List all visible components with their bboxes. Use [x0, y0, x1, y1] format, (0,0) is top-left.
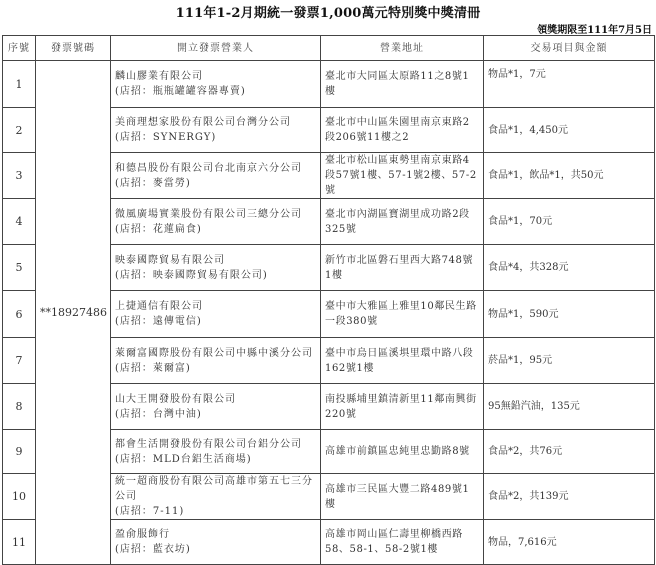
- merchant-sign: (店招：台灣中油): [115, 408, 202, 420]
- merchant-cell: [111, 245, 321, 291]
- address-cell: [321, 61, 484, 108]
- address-text: 新竹市北區磐石里西大路748號1樓: [325, 254, 474, 281]
- table-header-row: [3, 36, 655, 61]
- address-text: 高雄市前鎮區忠純里忠勤路8號: [325, 446, 470, 457]
- row-seq: 4: [3, 199, 36, 245]
- header-items: 交易項目與金額: [484, 36, 655, 61]
- address-cell: [321, 291, 484, 338]
- address-cell: [321, 520, 484, 565]
- merchant-cell: [111, 338, 321, 384]
- items-cell: 食品*1，70元: [484, 199, 655, 245]
- merchant-sign: (店招：映泰國際貿易有限公司): [115, 269, 268, 281]
- merchant-name: 統一超商股份有限公司高雄市第五七三分公司: [115, 476, 313, 502]
- address-cell: [321, 199, 484, 245]
- row-seq: 9: [3, 430, 36, 474]
- merchant-cell: [111, 61, 321, 108]
- row-seq: 1: [3, 61, 36, 108]
- merchant-sign: (店招：麥當勞): [115, 177, 191, 189]
- merchant-sign: (店招：7-11): [115, 506, 185, 517]
- invoice-number: **18927486: [36, 61, 111, 565]
- row-seq: 3: [3, 153, 36, 199]
- address-text: 高雄市岡山區仁壽里柳橋西路58、58-1、58-2號1樓: [325, 529, 463, 555]
- row-seq: 5: [3, 245, 36, 291]
- header-merchant: 開立發票營業人: [111, 36, 321, 61]
- items-cell: 食品*2，共76元: [484, 430, 655, 474]
- address-cell: [321, 474, 484, 520]
- merchant-name: 映泰國際貿易有限公司: [115, 254, 225, 266]
- row-seq: 6: [3, 291, 36, 338]
- merchant-name: 微風廣場實業股份有限公司三總分公司: [115, 208, 302, 220]
- items-cell: 物品*1，590元: [484, 291, 655, 338]
- merchant-name: 萊爾富國際股份有限公司中縣中溪分公司: [115, 347, 313, 359]
- merchant-cell: [111, 520, 321, 565]
- row-seq: 7: [3, 338, 36, 384]
- merchant-name: 麟山膠業有限公司: [115, 71, 203, 82]
- header-address: 營業地址: [321, 36, 484, 61]
- merchant-sign: (店招：瓶瓶罐罐容器專賣): [115, 86, 246, 97]
- merchant-cell: [111, 384, 321, 430]
- row-seq: 11: [3, 520, 36, 565]
- address-text: 臺中市大雅區上雅里10鄰民生路一段380號: [325, 301, 477, 327]
- address-text: 南投縣埔里鎮清新里11鄰南興街220號: [325, 393, 477, 420]
- address-text: 臺北市中山區朱園里南京東路2段206號11樓之2: [325, 117, 470, 143]
- items-cell: 菸品*1，95元: [484, 338, 655, 384]
- merchant-name: 上捷通信有限公司: [115, 301, 203, 312]
- merchant-name: 美商理想家股份有限公司台灣分公司: [115, 117, 291, 128]
- items-cell: 物品，7,616元: [484, 520, 655, 565]
- address-text: 臺中市烏日區溪埧里環中路八段162號1樓: [325, 347, 474, 374]
- items-cell: 95無鉛汽油，135元: [484, 384, 655, 430]
- merchant-sign: (店招：藍衣坊): [115, 544, 191, 555]
- items-cell: 食品*4，共328元: [484, 245, 655, 291]
- address-cell: [321, 430, 484, 474]
- document-title: 111年1-2月期統一發票1,000萬元特別獎中獎清冊: [175, 6, 481, 21]
- address-cell: [321, 338, 484, 384]
- merchant-cell: [111, 199, 321, 245]
- merchant-sign: (店招：遠傳電信): [115, 316, 202, 327]
- merchant-cell: [111, 291, 321, 338]
- address-cell: [321, 153, 484, 199]
- header-seq: 序號: [3, 36, 36, 61]
- address-text: 高雄市三民區大豐二路489號1樓: [325, 483, 470, 510]
- merchant-sign: (店招：MLD台鋁生活商場): [115, 453, 252, 465]
- merchant-name: 山大王開發股份有限公司: [115, 393, 236, 405]
- merchant-cell: [111, 153, 321, 199]
- merchant-cell: [111, 430, 321, 474]
- winners-table: [2, 35, 655, 565]
- claim-deadline: 領獎期限至111年7月5日: [537, 25, 652, 36]
- address-cell: [321, 108, 484, 153]
- merchant-name: 和德昌股份有限公司台北南京六分公司: [115, 162, 302, 174]
- address-text: 臺北市內湖區寶湖里成功路2段325號: [325, 208, 470, 235]
- row-seq: 10: [3, 474, 36, 520]
- items-cell: 食品*1，4,450元: [484, 108, 655, 153]
- items-cell: 物品*1，7元: [484, 61, 655, 108]
- merchant-name: 都會生活開發股份有限公司台鋁分公司: [115, 438, 302, 450]
- items-cell: 食品*1，飲品*1，共50元: [484, 153, 655, 199]
- items-cell: 食品*2，共139元: [484, 474, 655, 520]
- merchant-sign: (店招：SYNERGY): [115, 132, 217, 143]
- address-text: 臺北市松山區東勢里南京東路4段57號1樓、57-1號2樓、57-2號: [325, 155, 477, 196]
- header-invoice-no: 發票號碼: [36, 36, 111, 61]
- table-row: [3, 61, 655, 108]
- row-seq: 2: [3, 108, 36, 153]
- address-text: 臺北市大同區太原路11之8號1樓: [325, 71, 470, 97]
- merchant-cell: [111, 108, 321, 153]
- row-seq: 8: [3, 384, 36, 430]
- address-cell: [321, 384, 484, 430]
- merchant-sign: (店招：萊爾富): [115, 362, 191, 374]
- merchant-sign: (店招：花蓮扁食): [115, 223, 202, 235]
- address-cell: [321, 245, 484, 291]
- merchant-name: 盈俞服飾行: [115, 529, 170, 540]
- merchant-cell: [111, 474, 321, 520]
